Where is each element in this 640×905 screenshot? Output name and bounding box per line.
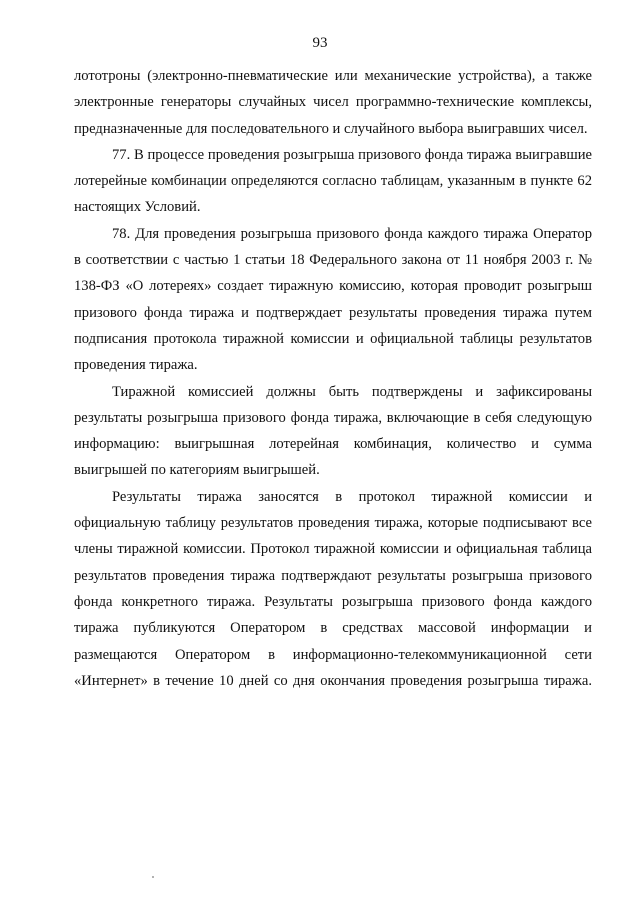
document-body xyxy=(74,63,592,694)
scan-speck xyxy=(152,876,154,878)
paragraph-77: 77. В процессе проведения розыгрыша призового фонда тиража выигравшие лотерейные комбинации определяются согласно таблицам, указанным в пункте 62 настоящих Условий. xyxy=(74,146,592,216)
paragraph-results-publication: Результаты тиража заносятся в протокол тиражной комиссии и официальную таблицу результатов проведения тиража, которые подписывают все члены тиражной комиссии. Протокол тиражной комиссии и официальная таблица результатов проведения тиража подтверждают результаты розыгрыша призового фонда конкретного тиража. Результаты розыгрыша призового фонда каждого тиража публикуются Оператором в средствах массовой информации и размещаются Оператором в информационно-телекоммуникационной сети «Интернет» в течение 10 дней со дня окончания проведения розыгрыша тиража. xyxy=(74,488,592,689)
paragraph-78: 78. Для проведения розыгрыша призового фонда каждого тиража Оператор в соответствии с частью 1 статьи 18 Федерального закона от 11 ноября 2003 г. № 138-ФЗ «О лотереях» создает тиражную комиссию, которая проводит розыгрыш призового фонда тиража и подтверждает результаты проведения тиража путем подписания протокола тиражной комиссии и официальной таблицы результатов проведения тиража. xyxy=(74,225,592,374)
page-number: 93 xyxy=(312,35,328,51)
paragraph-lottery-devices: лототроны (электронно-пневматические или механические устройства), а также электронные генераторы случайных чисел программно-технические комплексы, предназначенные для последовательного и случайного выбора выигравших чисел. xyxy=(74,68,592,137)
paragraph-commission-confirmation: Тиражной комиссией должны быть подтверждены и зафиксированы результаты розыгрыша призового фонда тиража, включающие в себя следующую информацию: выигрышная лотерейная комбинация, количество и сумма выигрышей по категориям выигрышей. xyxy=(74,383,592,479)
